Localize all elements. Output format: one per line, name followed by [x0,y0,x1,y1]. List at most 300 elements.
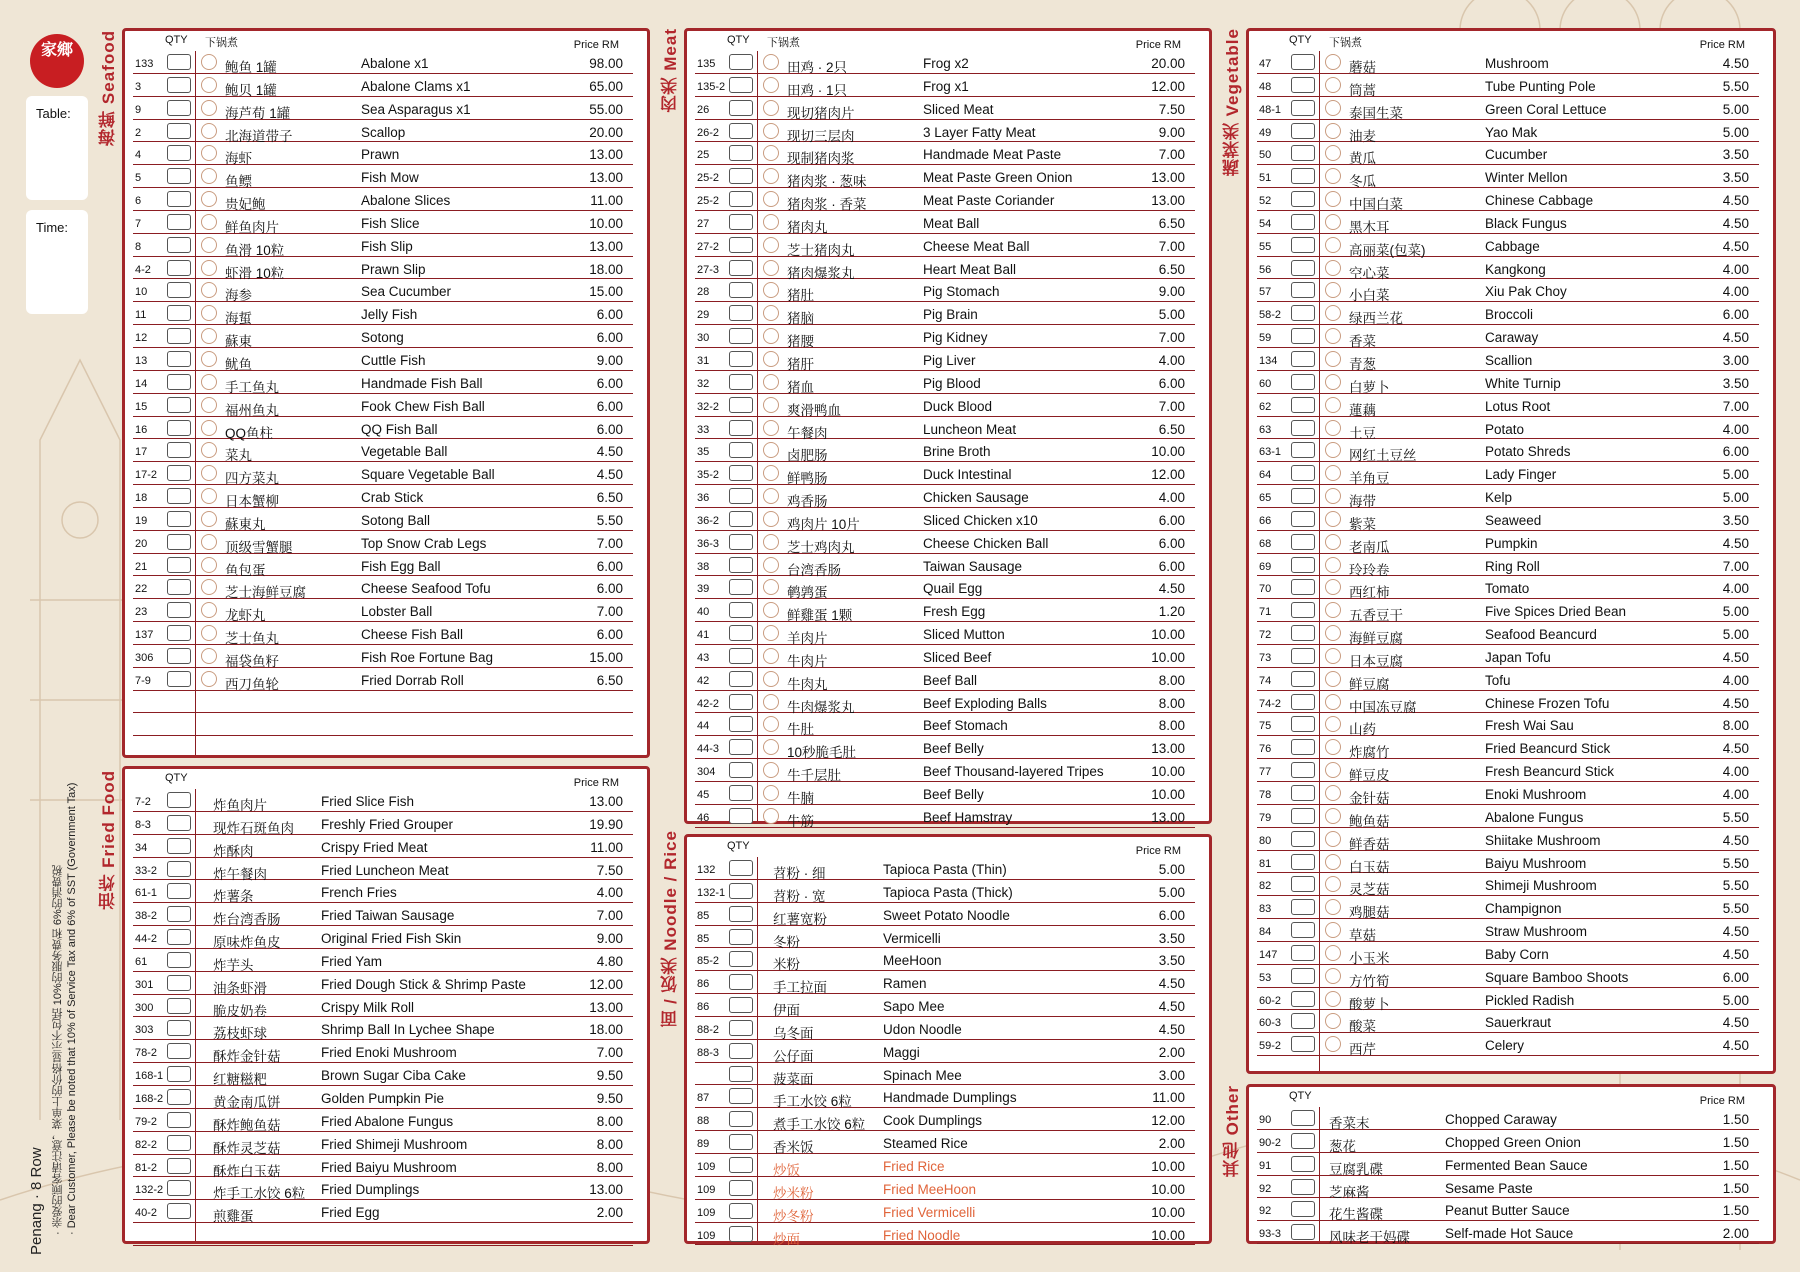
item-price: 20.00 [589,124,623,140]
time-field[interactable] [26,210,88,314]
qty-box[interactable] [167,328,191,344]
qty-box[interactable] [729,1020,753,1036]
qty-box[interactable] [729,579,753,595]
cook-radio[interactable] [1325,351,1341,367]
qty-box[interactable] [167,191,191,207]
cook-radio[interactable] [201,260,217,276]
cook-radio[interactable] [763,420,779,436]
cook-radio[interactable] [763,282,779,298]
qty-box[interactable] [1291,237,1315,253]
qty-box[interactable] [729,648,753,664]
qty-box[interactable] [167,305,191,321]
qty-box[interactable] [167,237,191,253]
cook-radio[interactable] [763,716,779,732]
qty-box[interactable] [167,442,191,458]
qty-box[interactable] [1291,899,1315,915]
cook-radio[interactable] [763,123,779,139]
qty-box[interactable] [729,397,753,413]
qty-box[interactable] [729,1203,753,1219]
cook-radio[interactable] [1325,511,1341,527]
qty-box[interactable] [167,1089,191,1105]
cook-radio[interactable] [1325,168,1341,184]
cook-radio[interactable] [1325,260,1341,276]
cook-radio[interactable] [763,397,779,413]
cook-radio[interactable] [201,397,217,413]
cook-radio[interactable] [763,168,779,184]
cook-radio[interactable] [201,557,217,573]
qty-box[interactable] [167,351,191,367]
qty-box[interactable] [167,579,191,595]
qty-box[interactable] [167,557,191,573]
qty-box[interactable] [167,1135,191,1151]
qty-box[interactable] [167,77,191,93]
qty-box[interactable] [167,625,191,641]
qty-box[interactable] [729,602,753,618]
item-name-en: Meat Paste Green Onion [923,170,1073,186]
qty-box[interactable] [1291,831,1315,847]
cook-radio[interactable] [201,168,217,184]
cook-radio[interactable] [1325,100,1341,116]
cook-radio[interactable] [763,145,779,161]
qty-box[interactable] [729,808,753,824]
cook-radio[interactable] [763,442,779,458]
qty-box[interactable] [1291,351,1315,367]
cook-radio[interactable] [201,534,217,550]
qty-box[interactable] [729,168,753,184]
cook-radio[interactable] [763,625,779,641]
cook-radio[interactable] [201,54,217,70]
qty-box[interactable] [729,997,753,1013]
item-price: 4.50 [1722,946,1749,962]
cook-radio[interactable] [201,442,217,458]
qty-box[interactable] [729,1088,753,1104]
qty-box[interactable] [729,883,753,899]
qty-box[interactable] [729,951,753,967]
cook-radio[interactable] [1325,374,1341,390]
cook-radio[interactable] [1325,602,1341,618]
qty-box[interactable] [167,861,191,877]
qty-box[interactable] [1291,511,1315,527]
qty-box[interactable] [167,123,191,139]
cook-radio[interactable] [763,328,779,344]
cook-radio[interactable] [1325,648,1341,664]
qty-box[interactable] [1291,876,1315,892]
qty-box[interactable] [1291,808,1315,824]
cook-radio[interactable] [1325,716,1341,732]
qty-box[interactable] [167,1043,191,1059]
cook-radio[interactable] [763,374,779,390]
cook-radio[interactable] [1325,282,1341,298]
qty-box[interactable] [167,465,191,481]
cook-radio[interactable] [1325,123,1341,139]
qty-box[interactable] [729,237,753,253]
cook-radio[interactable] [1325,991,1341,1007]
qty-box[interactable] [167,602,191,618]
qty-box[interactable] [167,1066,191,1082]
qty-box[interactable] [167,260,191,276]
qty-box[interactable] [1291,694,1315,710]
cook-radio[interactable] [1325,899,1341,915]
item-code: 35-2 [697,469,720,482]
cook-radio[interactable] [763,351,779,367]
qty-box[interactable] [167,214,191,230]
menu-row [1257,1107,1759,1130]
item-name-cn: 炒面 [773,1231,800,1247]
cook-radio[interactable] [201,671,217,687]
qty-box[interactable] [167,952,191,968]
cook-radio[interactable] [201,579,217,595]
qty-box[interactable] [1291,991,1315,1007]
qty-box[interactable] [1291,168,1315,184]
cook-radio[interactable] [201,214,217,230]
item-price: 13.00 [1151,193,1185,209]
qty-box[interactable] [1291,305,1315,321]
qty-box[interactable] [729,534,753,550]
cook-radio[interactable] [201,282,217,298]
cook-radio[interactable] [201,305,217,321]
cook-radio[interactable] [201,351,217,367]
cook-radio[interactable] [763,671,779,687]
qty-box[interactable] [729,465,753,481]
item-name-en: Pig Brain [923,307,978,323]
cook-radio[interactable] [1325,237,1341,253]
cook-radio[interactable] [1325,191,1341,207]
cook-radio[interactable] [763,77,779,93]
menu-row [1257,896,1759,919]
qty-box[interactable] [167,1020,191,1036]
item-price: 6.50 [596,490,623,506]
table-field[interactable] [26,96,88,200]
qty-box[interactable] [1291,968,1315,984]
qty-box[interactable] [729,1111,753,1127]
qty-box[interactable] [729,54,753,70]
cook-radio[interactable] [1325,922,1341,938]
item-name-cn: 原味炸鱼皮 [213,935,281,951]
qty-box[interactable] [167,838,191,854]
cook-radio[interactable] [1325,968,1341,984]
cook-radio[interactable] [1325,785,1341,801]
cook-radio[interactable] [763,305,779,321]
qty-box[interactable] [167,397,191,413]
qty-box[interactable] [1291,442,1315,458]
cook-radio[interactable] [1325,397,1341,413]
qty-box[interactable] [167,488,191,504]
cook-radio[interactable] [763,237,779,253]
cook-radio[interactable] [1325,420,1341,436]
qty-box[interactable] [167,792,191,808]
qty-box[interactable] [729,671,753,687]
cook-radio[interactable] [763,579,779,595]
qty-box[interactable] [729,1066,753,1082]
qty-box[interactable] [729,282,753,298]
qty-box[interactable] [167,168,191,184]
qty-box[interactable] [167,534,191,550]
qty-box[interactable] [1291,716,1315,732]
cook-radio[interactable] [1325,945,1341,961]
menu-row [695,302,1195,325]
item-name-cn: 中国冻豆腐 [1349,699,1417,715]
qty-box[interactable] [729,1157,753,1173]
item-price: 4.50 [1722,215,1749,231]
item-name-en: Sea Asparagus x1 [361,101,471,117]
cook-radio[interactable] [201,77,217,93]
qty-box[interactable] [1291,145,1315,161]
qty-box[interactable] [729,420,753,436]
qty-box[interactable] [1291,625,1315,641]
qty-box[interactable] [1291,762,1315,778]
qty-box[interactable] [167,100,191,116]
cook-radio[interactable] [1325,54,1341,70]
cook-radio[interactable] [763,511,779,527]
qty-box[interactable] [1291,1224,1315,1240]
qty-box[interactable] [1291,1201,1315,1217]
qty-box[interactable] [729,191,753,207]
qty-box[interactable] [1291,465,1315,481]
qty-box[interactable] [729,1180,753,1196]
cook-radio[interactable] [763,602,779,618]
empty-row [133,691,633,714]
qty-box[interactable] [729,1134,753,1150]
cook-radio[interactable] [201,511,217,527]
cook-radio[interactable] [1325,145,1341,161]
cook-radio[interactable] [201,420,217,436]
qty-box[interactable] [167,374,191,390]
cook-radio[interactable] [1325,305,1341,321]
cook-radio[interactable] [763,648,779,664]
cook-radio[interactable] [1325,442,1341,458]
qty-box[interactable] [729,351,753,367]
qty-box[interactable] [167,511,191,527]
qty-box[interactable] [1291,1179,1315,1195]
cook-radio[interactable] [763,100,779,116]
qty-box[interactable] [729,762,753,778]
item-name-cn: 炸鱼肉片 [213,798,267,813]
qty-box[interactable] [729,214,753,230]
cook-radio[interactable] [763,739,779,755]
cook-radio[interactable] [1325,1036,1341,1052]
item-name-cn: 牛肉爆浆丸 [787,699,855,715]
cook-radio[interactable] [763,762,779,778]
qty-box[interactable] [167,420,191,436]
qty-box[interactable] [729,305,753,321]
item-code: 53 [1259,971,1272,984]
qty-box[interactable] [1291,260,1315,276]
cook-radio[interactable] [1325,831,1341,847]
qty-box[interactable] [729,374,753,390]
qty-box[interactable] [1291,282,1315,298]
qty-box[interactable] [729,625,753,641]
cook-radio[interactable] [1325,625,1341,641]
qty-box[interactable] [167,282,191,298]
qty-box[interactable] [167,648,191,664]
qty-box[interactable] [1291,77,1315,93]
cook-radio[interactable] [201,602,217,618]
item-price: 1.50 [1722,1134,1749,1150]
qty-box[interactable] [167,1112,191,1128]
qty-box[interactable] [1291,534,1315,550]
qty-box[interactable] [1291,54,1315,70]
qty-box[interactable] [729,1226,753,1242]
item-name-en: Maggi [883,1044,920,1060]
qty-box[interactable] [1291,100,1315,116]
qty-box[interactable] [1291,854,1315,870]
cook-radio[interactable] [763,534,779,550]
cook-radio[interactable] [1325,465,1341,481]
qty-box[interactable] [1291,374,1315,390]
qty-box[interactable] [1291,922,1315,938]
qty-box[interactable] [729,785,753,801]
title-other: 其他 Other [1223,1085,1242,1178]
item-code: 28 [697,286,710,299]
qty-box[interactable] [1291,191,1315,207]
qty-box[interactable] [1291,739,1315,755]
qty-box[interactable] [1291,1156,1315,1172]
qty-box[interactable] [1291,328,1315,344]
qty-box[interactable] [167,671,191,687]
cook-radio[interactable] [1325,694,1341,710]
qty-box[interactable] [1291,671,1315,687]
cook-radio[interactable] [201,100,217,116]
qty-box[interactable] [167,929,191,945]
qty-box[interactable] [729,488,753,504]
menu-row [695,599,1195,622]
item-name-en: Cuttle Fish [361,352,426,368]
cook-radio[interactable] [1325,739,1341,755]
qty-box[interactable] [729,511,753,527]
qty-box[interactable] [1291,1110,1315,1126]
item-name-en: Pig Blood [923,375,981,391]
qty-box[interactable] [729,860,753,876]
cook-radio[interactable] [201,145,217,161]
qty-box[interactable] [729,716,753,732]
item-price: 5.00 [1158,884,1185,900]
cook-radio[interactable] [1325,534,1341,550]
cook-radio[interactable] [763,465,779,481]
qty-box[interactable] [1291,1013,1315,1029]
qty-box[interactable] [167,998,191,1014]
item-name-en: Caraway [1485,330,1539,346]
cook-radio[interactable] [201,465,217,481]
qty-box[interactable] [1291,648,1315,664]
qty-box[interactable] [729,906,753,922]
cook-radio[interactable] [1325,876,1341,892]
cook-radio[interactable] [1325,214,1341,230]
cook-radio[interactable] [763,557,779,573]
qty-box[interactable] [729,77,753,93]
item-price: 5.00 [1722,604,1749,620]
qty-box[interactable] [167,1158,191,1174]
qty-box[interactable] [729,739,753,755]
cook-radio[interactable] [763,694,779,710]
item-code: 88-2 [697,1023,720,1036]
qty-box[interactable] [167,815,191,831]
cook-radio[interactable] [763,785,779,801]
cook-radio[interactable] [201,374,217,390]
item-code: 60-3 [1259,1017,1282,1030]
qty-box[interactable] [729,1043,753,1059]
menu-row [133,599,633,622]
cook-radio[interactable] [201,328,217,344]
item-code: 11 [135,309,147,322]
qty-box[interactable] [729,100,753,116]
cook-radio[interactable] [201,123,217,139]
qty-box[interactable] [1291,420,1315,436]
item-price: 12.00 [1151,78,1185,94]
qty-box[interactable] [1291,1036,1315,1052]
item-code: 42 [697,674,710,687]
qty-box[interactable] [729,557,753,573]
qty-box[interactable] [729,442,753,458]
qty-box[interactable] [1291,945,1315,961]
item-code: 14 [135,377,148,390]
cook-radio[interactable] [763,488,779,504]
qty-box[interactable] [167,975,191,991]
qty-box[interactable] [729,974,753,990]
qty-box[interactable] [1291,214,1315,230]
qty-box[interactable] [167,1180,191,1196]
cook-radio[interactable] [763,808,779,824]
qty-box[interactable] [1291,397,1315,413]
item-name-cn: 蘇東 [225,334,252,350]
qty-box[interactable] [1291,488,1315,504]
cook-radio[interactable] [1325,671,1341,687]
menu-row [695,576,1195,599]
cook-radio[interactable] [763,214,779,230]
item-name-cn: 黑木耳 [1349,219,1390,235]
qty-box[interactable] [167,906,191,922]
qty-box[interactable] [729,328,753,344]
qty-box[interactable] [729,260,753,276]
cook-radio[interactable] [1325,854,1341,870]
cook-radio[interactable] [763,191,779,207]
item-name-cn: 红薯宽粉 [773,911,827,927]
qty-box[interactable] [729,929,753,945]
qty-box[interactable] [167,145,191,161]
cook-radio[interactable] [1325,762,1341,778]
qty-box[interactable] [729,145,753,161]
qty-box[interactable] [1291,785,1315,801]
qty-box[interactable] [1291,1133,1315,1149]
qty-box[interactable] [1291,557,1315,573]
cook-radio[interactable] [1325,557,1341,573]
cook-radio[interactable] [201,237,217,253]
item-price: 5.50 [1722,878,1749,894]
cook-radio[interactable] [1325,808,1341,824]
cook-radio[interactable] [763,260,779,276]
cook-radio[interactable] [201,488,217,504]
cook-radio[interactable] [1325,328,1341,344]
cook-radio[interactable] [201,648,217,664]
qty-box[interactable] [167,1203,191,1219]
qty-box[interactable] [729,694,753,710]
qty-box[interactable] [167,54,191,70]
cook-radio[interactable] [1325,1013,1341,1029]
cook-radio[interactable] [1325,579,1341,595]
qty-box[interactable] [1291,123,1315,139]
qty-box[interactable] [1291,579,1315,595]
item-code: 89 [697,1138,710,1151]
cook-radio[interactable] [201,625,217,641]
cook-radio[interactable] [1325,488,1341,504]
item-name-en: Straw Mushroom [1485,924,1588,940]
cook-radio[interactable] [763,54,779,70]
cook-radio[interactable] [201,191,217,207]
column-divider [1319,51,1320,1071]
qty-box[interactable] [167,883,191,899]
qty-box[interactable] [729,123,753,139]
qty-box[interactable] [1291,602,1315,618]
cook-radio[interactable] [1325,77,1341,93]
